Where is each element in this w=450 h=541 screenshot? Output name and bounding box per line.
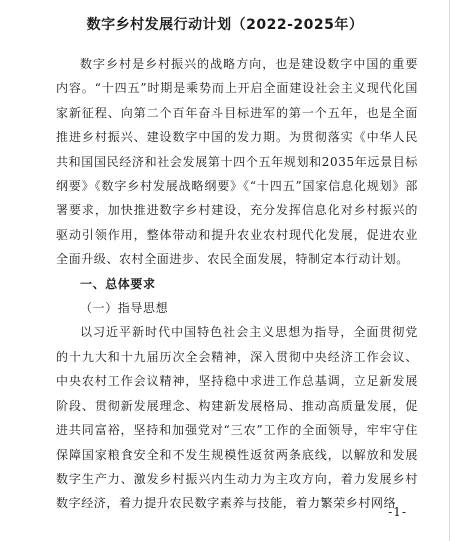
guiding-paragraph: 以习近平新时代中国特色社会主义思想为指导，全面贯彻党的十九大和十九届历次全会精神，深入贯彻中央经济工作会议、中央农村工作会议精神，坚持稳中求进工作总基调，立足新发展阶段、贯彻新发展理念、构建新发展格局、推动高质量发展，促进共同富裕，坚持和加强党对“三农”工作的全面领导，牢牢守住保障国家粮食安全和不发生规模性返贫两条底线，以解放和发展数字生产力、激发乡村振兴内生动力为主攻方向，着力发展乡村数字经济，着力提升农民数字素养与技能，着力繁荣乡村网络 xyxy=(56,325,418,511)
subsection-heading: （一）指导思想 xyxy=(80,301,169,316)
intro-paragraph: 数字乡村是乡村振兴的战略方向，也是建设数字中国的重要内容。“十四五”时期是乘势而上开启全面建设社会主义现代化国家新征程、向第二个百年奋斗目标进军的第一个五年，也是全面推进乡村振兴、建设数字中国的发力期。为贯彻落实《中华人民共和国国民经济和社会发展第十四个五年规划和2035年远景目标纲要》《数字乡村发展战略纲要》《“十四五”国家信息化规划》部署要求，加快推进数字乡村建设，充分发挥信息化对乡村振兴的驱动引领作用，整体带动和提升农业农村现代化发展，促进农业全面升级、农村全面进步、农民全面发展，特制定本行动计划。 xyxy=(56,57,418,267)
section-heading: 一、总体要求 xyxy=(80,276,156,291)
document-title: 数字乡村发展行动计划（2022-2025年） xyxy=(86,17,364,33)
page-number: -1- xyxy=(388,505,407,519)
document-body xyxy=(56,52,418,516)
